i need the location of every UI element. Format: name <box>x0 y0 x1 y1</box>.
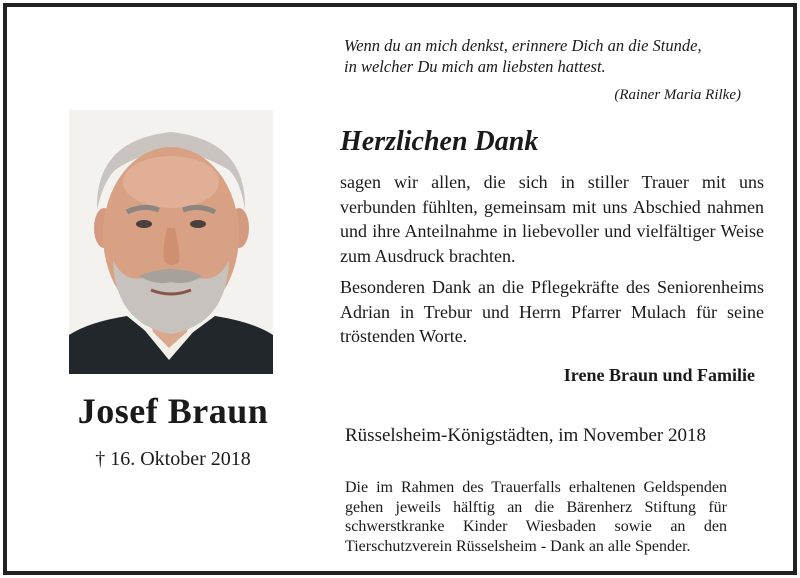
thanks-heading: Herzlichen Dank <box>340 126 539 157</box>
place-date: Rüsselsheim-Königstädten, im November 2018 <box>345 425 706 446</box>
quote-line-1: Wenn du an mich denkst, erinnere Dich an die Stunde, <box>344 36 702 55</box>
quote <box>344 35 744 77</box>
quote-author: (Rainer Maria Rilke) <box>614 87 741 103</box>
deceased-name: Josef Braun <box>77 391 269 431</box>
portrait-image <box>69 110 273 374</box>
signature: Irene Braun und Familie <box>563 365 755 385</box>
portrait-photo <box>69 110 273 374</box>
thanks-paragraph-2: Besonderen Dank an die Pflegekräfte des Seniorenheims Adrian in Trebur und Herrn Pfarrer Mulach für seine tröstenden Worte. <box>340 277 764 346</box>
thanks-paragraph-1: sagen wir allen, die sich in stiller Trauer mit uns verbunden fühlten, gemeinsam mit uns Abschied nahmen und ihre Anteilnahme in liebevoller und vielfältiger Weise zum Ausdruck brachten. <box>340 172 764 266</box>
quote-line-2: in welcher Du mich am liebsten hattest. <box>344 57 606 76</box>
obituary-card <box>3 3 797 575</box>
donation-note: Die im Rahmen des Trauerfalls erhaltenen Geldspenden gehen jeweils hälftig an die Bärenherz Stiftung für schwerstkranke Kinder Wiesbaden sowie an den Tierschutzverein Rüsselsheim - Dank an alle Spender. <box>345 479 727 555</box>
death-date: † 16. Oktober 2018 <box>95 448 251 470</box>
